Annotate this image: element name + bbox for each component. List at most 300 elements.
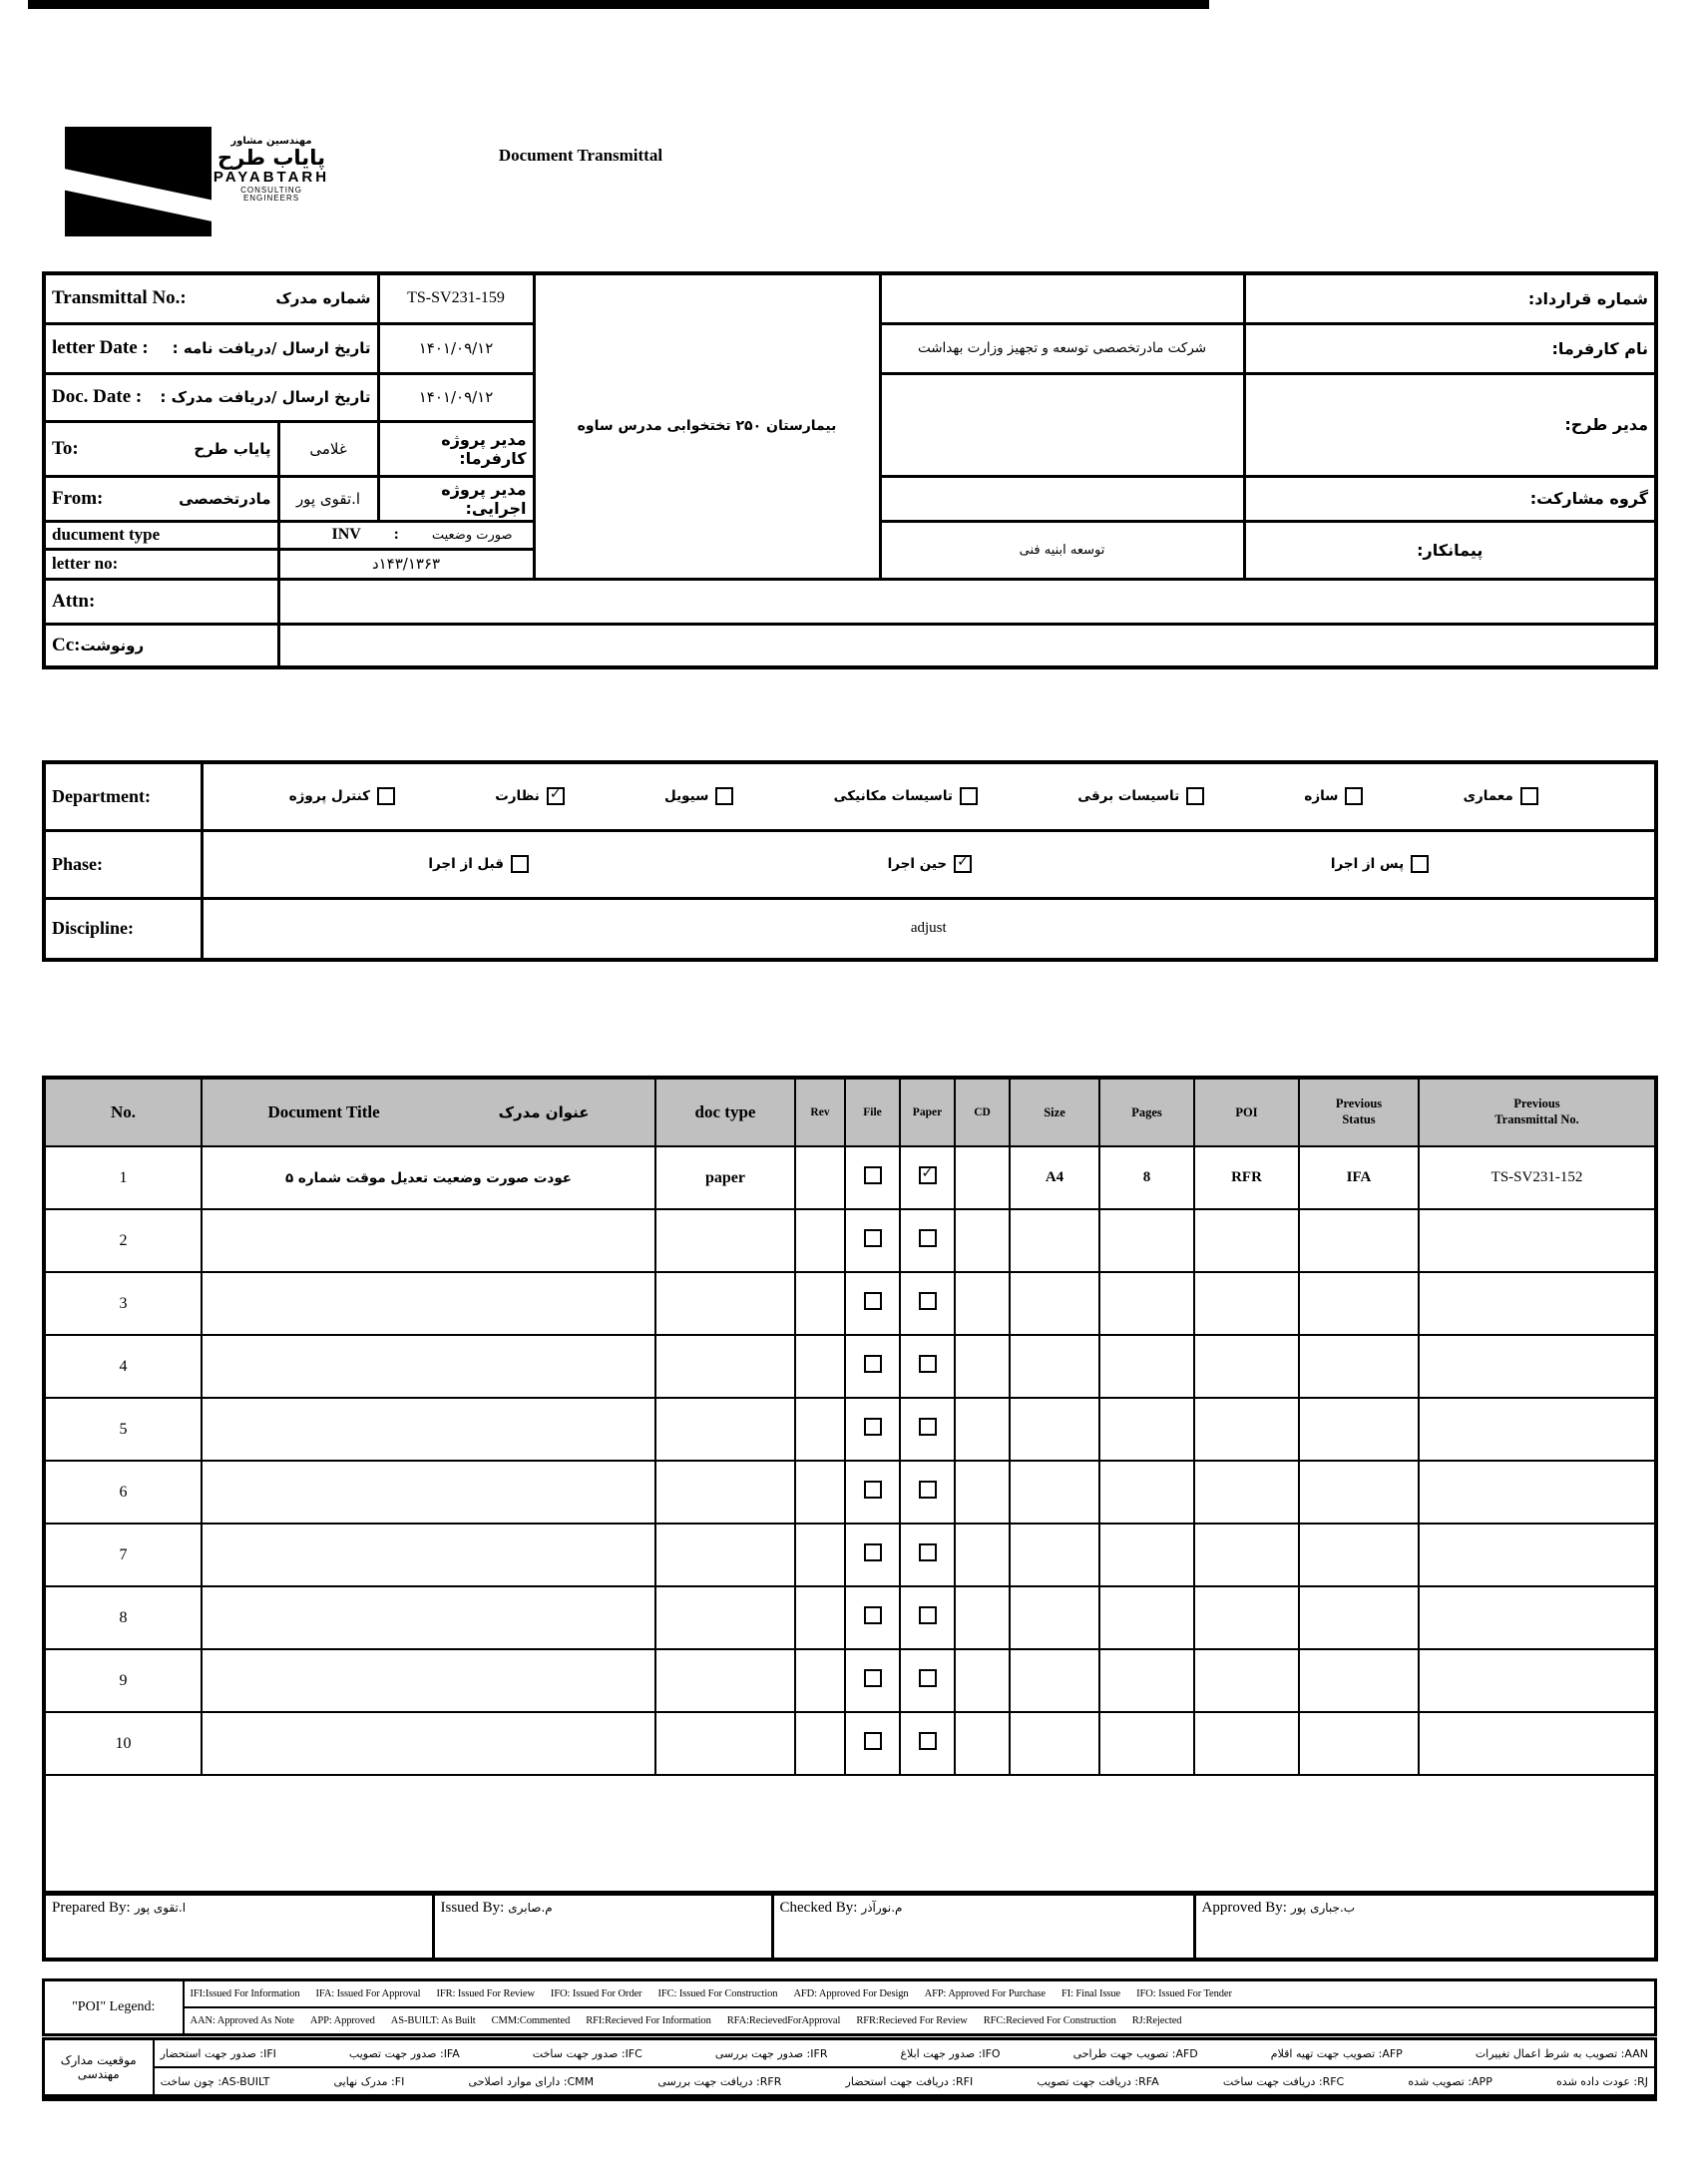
prepared-by-cell: [44, 1894, 433, 1960]
client-name-value: شرکت مادرتخصصی توسعه و تجهیز وزارت بهداشت: [880, 323, 1244, 373]
poi-legend-line1-cell: [184, 1980, 1656, 2008]
cell-size: [1010, 1524, 1099, 1586]
file-checkbox[interactable]: [864, 1481, 882, 1499]
attn-label: Attn:: [44, 579, 278, 624]
cell-file: [845, 1712, 900, 1775]
cell-size: [1010, 1586, 1099, 1649]
legend-item: RFR:Recieved For Review: [856, 2015, 968, 2026]
doc-type-label: ducument type: [44, 521, 278, 549]
civil-checkbox[interactable]: [715, 787, 733, 805]
cell-prev-status: [1299, 1209, 1419, 1272]
page-title: Document Transmittal: [498, 146, 663, 165]
plan-manager-value: [880, 373, 1244, 476]
doc-date-value: ۱۴۰۱/۰۹/۱۲: [378, 373, 534, 421]
cell-prev-transmittal: [1419, 1335, 1656, 1398]
cell-paper: [900, 1146, 955, 1209]
logo-en-tagline: CONSULTING ENGINEERS: [240, 185, 302, 204]
cell-cd: [955, 1272, 1010, 1335]
cell-paper: [900, 1272, 955, 1335]
cell-cd: [955, 1209, 1010, 1272]
cell-rev: [795, 1146, 845, 1209]
paper-checkbox[interactable]: [919, 1292, 937, 1310]
cell-pages: [1099, 1712, 1194, 1775]
file-checkbox[interactable]: [864, 1669, 882, 1687]
from-person: ا.تقوی پور: [278, 476, 378, 521]
cell-no: 7: [44, 1524, 202, 1586]
paper-checkbox[interactable]: [919, 1229, 937, 1247]
letter-date-value: ۱۴۰۱/۰۹/۱۲: [378, 323, 534, 373]
cell-poi: [1194, 1398, 1299, 1461]
cell-paper: [900, 1335, 955, 1398]
cell-file: [845, 1146, 900, 1209]
legend-item: RJ: عودت داده شده: [1556, 2074, 1648, 2088]
poi-legend-line2-cell: [184, 2007, 1656, 2035]
legend-item: AS-BUILT: As Built: [390, 2015, 476, 2026]
supervision-checkbox[interactable]: [547, 787, 565, 805]
col-header-rev: Rev: [795, 1078, 845, 1146]
cell-doc-type: [655, 1398, 795, 1461]
legend-item: FI: Final Issue: [1060, 1988, 1121, 1999]
plan-manager-label: مدیر طرح:: [1244, 373, 1656, 476]
structure-checkbox[interactable]: [1345, 787, 1363, 805]
issued-by-label: Issued By:: [440, 1900, 505, 1916]
cell-rev: [795, 1461, 845, 1524]
cell-pages: [1099, 1649, 1194, 1712]
discipline-label: Discipline:: [44, 898, 202, 960]
letter-no-label: letter no:: [44, 549, 278, 579]
cell-doc-type: [655, 1272, 795, 1335]
cell-no: 8: [44, 1586, 202, 1649]
legend-item: IFC: Issued For Construction: [657, 1988, 778, 1999]
cell-rev: [795, 1272, 845, 1335]
cell-doc-type: [655, 1335, 795, 1398]
contract-no-value: [880, 273, 1244, 323]
cell-paper: [900, 1524, 955, 1586]
logo-fa-tagline: مهندسین مشاور: [230, 136, 312, 147]
cell-rev: [795, 1712, 845, 1775]
cell-cd: [955, 1335, 1010, 1398]
to-value: پایاب طرح: [194, 439, 271, 458]
department-option-electrical: تاسیسات برقی: [1077, 787, 1204, 805]
from-label: From:: [52, 487, 104, 509]
electrical-checkbox[interactable]: [1186, 787, 1204, 805]
department-option-supervision: ✓ نظارت: [495, 787, 565, 805]
paper-checkbox[interactable]: [919, 1481, 937, 1499]
cell-doc-type: [655, 1461, 795, 1524]
legend-item: IFA: Issued For Approval: [315, 1988, 421, 1999]
department-option-mechanical: تاسیسات مکانیکی: [834, 787, 978, 805]
cell-cd: [955, 1586, 1010, 1649]
cell-cd: [955, 1649, 1010, 1712]
legend-item: AFD: Approved For Design: [793, 1988, 909, 1999]
client-name-label: نام کارفرما:: [1244, 323, 1656, 373]
doc-table-body: [44, 1146, 1656, 1775]
doc-type-colon: :: [393, 526, 399, 543]
file-checkbox[interactable]: [864, 1229, 882, 1247]
file-checkbox[interactable]: [864, 1418, 882, 1436]
checked-by-value: م.نورآذر: [861, 1901, 903, 1915]
cell-file: [845, 1461, 900, 1524]
cell-document-title: [202, 1209, 655, 1272]
doc-type-value-cell: [278, 521, 534, 549]
cell-document-title: [202, 1649, 655, 1712]
project-control-checkbox[interactable]: [377, 787, 395, 805]
signatures-table: [42, 1892, 1658, 1962]
phase-option-after: پس از اجرا: [1331, 855, 1429, 873]
doc-date-label-en: Doc. Date :: [52, 386, 143, 407]
attn-value: [278, 579, 1656, 624]
fa-legend-line2-cell: [154, 2067, 1656, 2098]
cell-prev-transmittal: [1419, 1461, 1656, 1524]
cell-prev-transmittal: [1419, 1272, 1656, 1335]
fa-legend-label: موقعیت مدارک مهندسی: [44, 2039, 154, 2098]
exec-pm-label: مدیر پروژه اجرایی:: [378, 476, 534, 521]
cell-poi: [1194, 1524, 1299, 1586]
col-header-poi: POI: [1194, 1078, 1299, 1146]
cell-cd: [955, 1398, 1010, 1461]
legend-item: IFA: صدور جهت تصویب: [348, 2046, 460, 2060]
legend-item: AAN: Approved As Note: [190, 2015, 294, 2026]
cell-document-title: [202, 1335, 655, 1398]
cell-prev-status: [1299, 1335, 1419, 1398]
poi-legend-label: "POI" Legend:: [44, 1980, 184, 2035]
cell-doc-type: [655, 1649, 795, 1712]
col-header-pages: Pages: [1099, 1078, 1194, 1146]
cell-document-title: [202, 1272, 655, 1335]
cell-no: 6: [44, 1461, 202, 1524]
cell-size: [1010, 1398, 1099, 1461]
cell-file: [845, 1649, 900, 1712]
legend-item: CMM: دارای موارد اصلاحی: [468, 2074, 595, 2088]
project-name: بیمارستان ۲۵۰ تختخوابی مدرس ساوه: [534, 273, 880, 579]
cell-rev: [795, 1209, 845, 1272]
col-header-doc-type: doc type: [655, 1078, 795, 1146]
paper-checkbox[interactable]: [919, 1166, 937, 1184]
cell-pages: [1099, 1335, 1194, 1398]
file-checkbox[interactable]: [864, 1543, 882, 1561]
letter-date-label-cell: [44, 323, 378, 373]
cell-pages: [1099, 1524, 1194, 1586]
doc-date-label-fa: تاریخ ارسال /دریافت مدرک :: [160, 388, 371, 406]
cell-no: 2: [44, 1209, 202, 1272]
transmittal-no-label-fa: شماره مدرک: [275, 289, 371, 308]
cell-document-title: [202, 1524, 655, 1586]
col-header-file: File: [845, 1078, 900, 1146]
legend-item: RFA:RecievedForApproval: [726, 2015, 841, 2026]
legend-item: IFO: صدور جهت ابلاغ: [900, 2046, 1001, 2060]
legend-item: IFI: صدور جهت استحضار: [160, 2046, 276, 2060]
cell-pages: 8: [1099, 1146, 1194, 1209]
to-label: To:: [52, 437, 79, 459]
approved-by-cell: [1194, 1894, 1656, 1960]
from-value: مادرتخصصی: [179, 489, 271, 508]
department-option-civil: سیویل: [664, 787, 733, 805]
notes-empty-row: [44, 1775, 1656, 1893]
cell-cd: [955, 1712, 1010, 1775]
cell-file: [845, 1398, 900, 1461]
legend-item: FI: مدرک نهایی: [333, 2074, 405, 2088]
cell-cd: [955, 1146, 1010, 1209]
cell-document-title: [202, 1398, 655, 1461]
cell-doc-type: [655, 1524, 795, 1586]
during-execution-checkbox[interactable]: [954, 855, 972, 873]
col-header-no: No.: [44, 1078, 202, 1146]
cell-poi: RFR: [1194, 1146, 1299, 1209]
cell-prev-status: [1299, 1461, 1419, 1524]
col-header-title: Document Title عنوان مدرک: [202, 1078, 655, 1146]
phase-options-cell: [202, 830, 1656, 898]
from-cell: [44, 476, 278, 521]
cell-size: [1010, 1649, 1099, 1712]
cell-size: [1010, 1712, 1099, 1775]
cell-prev-transmittal: [1419, 1586, 1656, 1649]
cell-cd: [955, 1461, 1010, 1524]
cell-size: [1010, 1335, 1099, 1398]
cell-paper: [900, 1649, 955, 1712]
cell-rev: [795, 1586, 845, 1649]
legend-item: AAN: تصویب به شرط اعمال تغییرات: [1475, 2046, 1648, 2060]
file-checkbox[interactable]: [864, 1606, 882, 1624]
prepared-by-value: ا.تقوی پور: [134, 1901, 187, 1915]
legend-item: IFC: صدور جهت ساخت: [532, 2046, 642, 2060]
legend-item: AS-BUILT: چون ساخت: [160, 2074, 270, 2088]
cell-rev: [795, 1398, 845, 1461]
cell-size: [1010, 1272, 1099, 1335]
partnership-value: [880, 476, 1244, 521]
department-option-architecture: معماری: [1464, 787, 1538, 805]
table-row: [44, 1649, 1656, 1712]
file-checkbox[interactable]: [864, 1166, 882, 1184]
cell-prev-status: [1299, 1586, 1419, 1649]
department-options-cell: [202, 762, 1656, 830]
cell-doc-type: [655, 1712, 795, 1775]
file-checkbox[interactable]: [864, 1732, 882, 1750]
before-execution-checkbox[interactable]: [511, 855, 529, 873]
contractor-label: پیمانکار:: [1244, 521, 1656, 579]
paper-checkbox[interactable]: [919, 1669, 937, 1687]
logo-en-name: PAYABTARH: [212, 169, 330, 187]
approved-by-label: Approved By:: [1201, 1900, 1287, 1916]
documents-table: [42, 1076, 1658, 1895]
department-option-project-control: کنترل پروژه: [289, 787, 395, 805]
cc-value: [278, 624, 1656, 667]
legend-item: CMM:Commented: [491, 2015, 571, 2026]
col-header-size: Size: [1010, 1078, 1099, 1146]
cell-rev: [795, 1524, 845, 1586]
table-row: [44, 1209, 1656, 1272]
client-pm-label: مدیر پروژه کارفرما:: [378, 421, 534, 476]
cell-doc-type: paper: [655, 1146, 795, 1209]
notes-empty-cell: [44, 1775, 1656, 1893]
legend-item: IFR: صدور جهت بررسی: [714, 2046, 828, 2060]
phase-option-during: ✓ حین اجرا: [888, 855, 972, 873]
cell-prev-status: [1299, 1712, 1419, 1775]
cell-pages: [1099, 1209, 1194, 1272]
legend-item: IFO: Issued For Order: [550, 1988, 642, 1999]
cell-poi: [1194, 1335, 1299, 1398]
table-row: [44, 1272, 1656, 1335]
file-checkbox[interactable]: [864, 1292, 882, 1310]
cell-document-title: [202, 1461, 655, 1524]
cell-rev: [795, 1649, 845, 1712]
checked-by-label: Checked By:: [779, 1900, 858, 1916]
cell-size: [1010, 1209, 1099, 1272]
cell-prev-transmittal: [1419, 1712, 1656, 1775]
legend-item: IFO: Issued For Tender: [1136, 1988, 1232, 1999]
cell-size: [1010, 1461, 1099, 1524]
cell-prev-transmittal: [1419, 1649, 1656, 1712]
letter-date-label-fa: تاریخ ارسال /دریافت نامه :: [172, 339, 371, 357]
cell-no: 3: [44, 1272, 202, 1335]
cell-file: [845, 1335, 900, 1398]
issued-by-cell: [433, 1894, 772, 1960]
paper-checkbox[interactable]: [919, 1606, 937, 1624]
cc-label-fa: رونوشت: [80, 636, 145, 655]
scan-edge-bar: [28, 0, 1209, 9]
col-header-prev-status: Previous Status: [1299, 1078, 1419, 1146]
cell-prev-status: IFA: [1299, 1146, 1419, 1209]
fa-legend-table: [42, 2037, 1657, 2101]
cell-prev-transmittal: [1419, 1209, 1656, 1272]
cell-poi: [1194, 1272, 1299, 1335]
transmittal-no-label-en: Transmittal No.:: [52, 287, 187, 309]
legend-item: IFR: Issued For Review: [436, 1988, 535, 1999]
cc-label-cell: [44, 624, 278, 667]
fa-legend-line2: [161, 2068, 1649, 2094]
legend-item: RFC:Recieved For Construction: [983, 2015, 1116, 2026]
cell-document-title: [202, 1586, 655, 1649]
cell-file: [845, 1272, 900, 1335]
cell-paper: [900, 1586, 955, 1649]
cell-document-title: عودت صورت وضعیت تعدیل موقت شماره ۵: [202, 1146, 655, 1209]
cell-paper: [900, 1461, 955, 1524]
legend-item: IFI:Issued For Information: [190, 1988, 300, 1999]
company-logo: [65, 127, 212, 236]
department-options: [210, 787, 1649, 805]
cell-file: [845, 1524, 900, 1586]
cc-label: Cc:: [52, 634, 81, 655]
col-header-prev-transmittal: Previous Transmittal No.: [1419, 1078, 1656, 1146]
table-row: [44, 1712, 1656, 1775]
legend-item: RFC: دریافت جهت ساخت: [1222, 2074, 1345, 2088]
checked-by-cell: [772, 1894, 1194, 1960]
to-person: غلامی: [278, 421, 378, 476]
legend-item: RJ:Rejected: [1131, 2015, 1182, 2026]
legend-item: AFP: تصویب جهت تهیه اقلام: [1270, 2046, 1403, 2060]
cell-prev-status: [1299, 1272, 1419, 1335]
paper-checkbox[interactable]: [919, 1732, 937, 1750]
table-row: [44, 1398, 1656, 1461]
phase-label: Phase:: [44, 830, 202, 898]
table-row: [44, 1586, 1656, 1649]
table-row: [44, 1146, 1656, 1209]
mechanical-checkbox[interactable]: [960, 787, 978, 805]
architecture-checkbox[interactable]: [1520, 787, 1538, 805]
cell-no: 4: [44, 1335, 202, 1398]
poi-legend-table: [42, 1978, 1657, 2036]
partnership-label: گروه مشارکت:: [1244, 476, 1656, 521]
paper-checkbox[interactable]: [919, 1543, 937, 1561]
cell-pages: [1099, 1586, 1194, 1649]
cell-rev: [795, 1335, 845, 1398]
contractor-value: توسعه ابنیه فنی: [880, 521, 1244, 579]
cell-pages: [1099, 1272, 1194, 1335]
table-row: [44, 1335, 1656, 1398]
department-option-structure: سازه: [1304, 787, 1363, 805]
cell-paper: [900, 1209, 955, 1272]
cell-no: 9: [44, 1649, 202, 1712]
contract-no-label: شماره قرارداد:: [1244, 273, 1656, 323]
cell-size: A4: [1010, 1146, 1099, 1209]
transmittal-no-label-cell: [44, 273, 378, 323]
paper-checkbox[interactable]: [919, 1418, 937, 1436]
cell-file: [845, 1209, 900, 1272]
cell-doc-type: [655, 1586, 795, 1649]
filters-table: [42, 760, 1658, 962]
table-row: [44, 1524, 1656, 1586]
legend-item: APP: Approved: [309, 2015, 375, 2026]
table-row: [44, 1461, 1656, 1524]
header-info-table: [42, 271, 1658, 669]
letter-date-label-en: letter Date :: [52, 337, 149, 358]
doc-type-value-en: INV: [331, 526, 361, 543]
cell-prev-status: [1299, 1524, 1419, 1586]
cell-poi: [1194, 1586, 1299, 1649]
after-execution-checkbox[interactable]: [1411, 855, 1429, 873]
legend-item: AFD: تصویب جهت طراحی: [1072, 2046, 1198, 2060]
department-label: Department:: [44, 762, 202, 830]
legend-item: AFP: Approved For Purchase: [924, 1988, 1046, 1999]
prepared-by-label: Prepared By:: [52, 1900, 131, 1916]
cell-doc-type: [655, 1209, 795, 1272]
poi-legend-line1: [191, 1981, 1649, 2006]
transmittal-no-value: TS-SV231-159: [378, 273, 534, 323]
logo-swoosh-icon: [65, 167, 212, 223]
cell-pages: [1099, 1461, 1194, 1524]
legend-item: RFI:Recieved For Information: [586, 2015, 711, 2026]
paper-checkbox[interactable]: [919, 1355, 937, 1373]
cell-no: 10: [44, 1712, 202, 1775]
cell-cd: [955, 1524, 1010, 1586]
issued-by-value: م.صابری: [508, 1901, 553, 1915]
cell-poi: [1194, 1461, 1299, 1524]
cell-prev-status: [1299, 1649, 1419, 1712]
file-checkbox[interactable]: [864, 1355, 882, 1373]
cell-prev-transmittal: [1419, 1398, 1656, 1461]
logo-fa-name: پایاب طرح: [217, 146, 325, 170]
discipline-value: adjust: [202, 898, 1656, 960]
doc-date-label-cell: [44, 373, 378, 421]
cell-paper: [900, 1712, 955, 1775]
legend-item: RFI: دریافت جهت استحضار: [845, 2074, 974, 2088]
cell-prev-transmittal: TS-SV231-152: [1419, 1146, 1656, 1209]
fa-legend-line1: [161, 2040, 1649, 2066]
cell-prev-status: [1299, 1398, 1419, 1461]
doc-type-value-fa: صورت وضعیت: [431, 527, 513, 543]
poi-legend-line2: [191, 2008, 1649, 2033]
fa-legend-line1-cell: [154, 2039, 1656, 2068]
cell-pages: [1099, 1398, 1194, 1461]
legend-item: RFR: دریافت جهت بررسی: [657, 2074, 782, 2088]
cell-file: [845, 1586, 900, 1649]
cell-no: 5: [44, 1398, 202, 1461]
cell-paper: [900, 1398, 955, 1461]
cell-no: 1: [44, 1146, 202, 1209]
phase-option-before: قبل از اجرا: [428, 855, 529, 873]
legend-item: RFA: دریافت جهت تصویب: [1037, 2074, 1159, 2088]
cell-prev-transmittal: [1419, 1524, 1656, 1586]
col-header-paper: Paper: [900, 1078, 955, 1146]
